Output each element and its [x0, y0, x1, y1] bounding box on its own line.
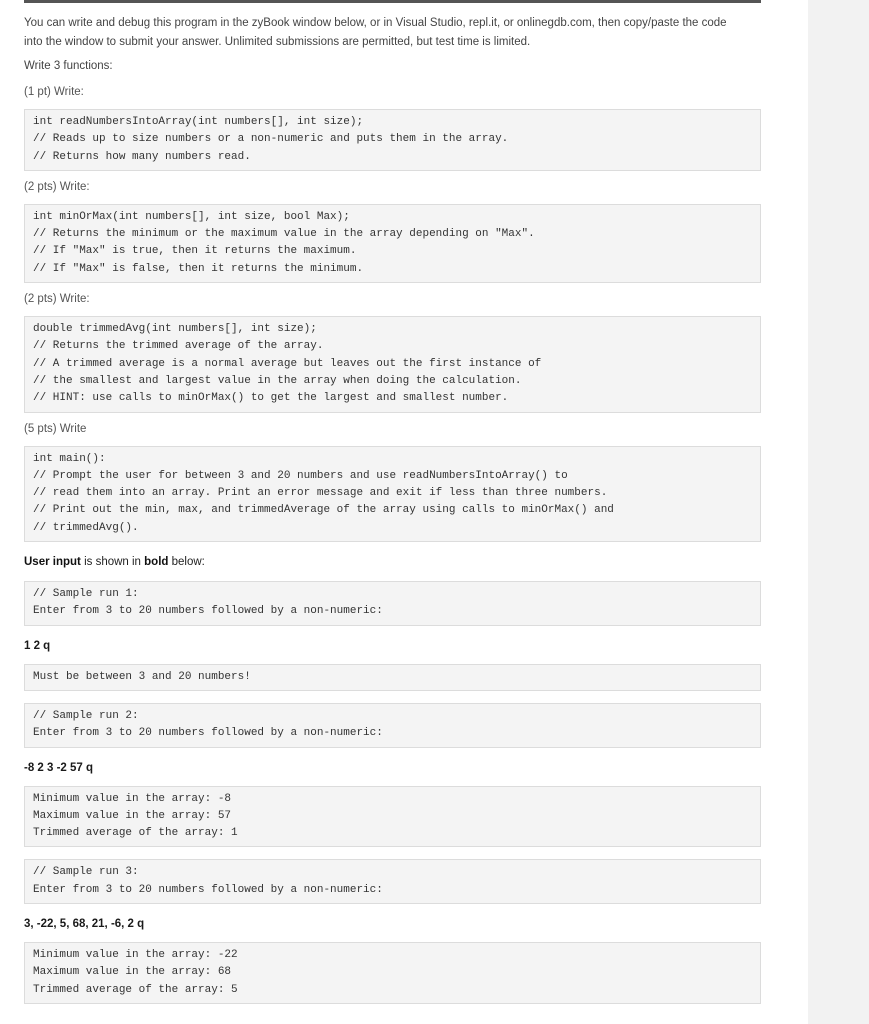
section-1-label: (1 pt) Write: — [24, 86, 84, 98]
intro-line-1: You can write and debug this program in the zyBook window below, or in Visual Studio, repl.it, or onlinegdb.com, then copy/paste the code — [24, 17, 727, 29]
code-line: // trimmedAvg(). — [33, 521, 139, 534]
code-line: double trimmedAvg(int numbers[], int size); — [33, 323, 317, 336]
user-input-bold: User input — [24, 556, 81, 569]
sample-3-output — [24, 942, 761, 1004]
code-line: Trimmed average of the array: 5 — [33, 983, 238, 996]
user-input-tail: below: — [168, 556, 205, 569]
code-line: Enter from 3 to 20 numbers followed by a non-numeric: — [33, 605, 383, 618]
code-line: Maximum value in the array: 68 — [33, 966, 232, 979]
section-4-code — [24, 446, 761, 542]
sample-2-prompt — [24, 703, 761, 748]
code-line: // Sample run 1: — [33, 588, 139, 601]
section-2-code — [24, 204, 761, 283]
user-input-text: is shown in — [80, 556, 145, 569]
code-line: // the smallest and largest value in the array when doing the calculation. — [33, 374, 522, 387]
code-line: // read them into an array. Print an error message and exit if less than three numbers. — [33, 487, 608, 500]
question-content — [24, 14, 761, 1010]
code-line: // Returns the minimum or the maximum value in the array depending on "Max". — [33, 228, 535, 241]
code-line: int minOrMax(int numbers[], int size, bool Max); — [33, 210, 350, 223]
bold-word: bold — [144, 556, 169, 569]
section-3-code — [24, 316, 761, 412]
sample-1-prompt — [24, 581, 761, 626]
sample-2-output — [24, 786, 761, 848]
code-line: int main(): — [33, 452, 106, 465]
user-input-note — [24, 554, 761, 570]
code-line: Minimum value in the array: -8 — [33, 792, 232, 805]
code-line: // Sample run 3: — [33, 866, 139, 879]
code-line: Trimmed average of the array: 1 — [33, 827, 238, 840]
sample-3-prompt — [24, 859, 761, 904]
code-line: // Returns how many numbers read. — [33, 150, 251, 163]
intro-line-2: into the window to submit your answer. Unlimited submissions are permitted, but test time is limited. — [24, 36, 531, 48]
section-2-label: (2 pts) Write: — [24, 180, 90, 193]
sample-3-input: 3, -22, 5, 68, 21, -6, 2 q — [24, 918, 145, 931]
code-line: // Print out the min, max, and trimmedAverage of the array using calls to minOrMax() and — [33, 504, 614, 517]
code-line: // Reads up to size numbers or a non-numeric and puts them in the array. — [33, 133, 509, 146]
section-1-code — [24, 109, 761, 171]
code-line: // If "Max" is true, then it returns the maximum. — [33, 245, 357, 258]
code-line: Enter from 3 to 20 numbers followed by a non-numeric: — [33, 727, 383, 740]
sample-1-output — [24, 664, 761, 691]
sample-1-input: 1 2 q — [24, 639, 51, 652]
code-line: // HINT: use calls to minOrMax() to get the largest and smallest number. — [33, 392, 509, 405]
code-line: Must be between 3 and 20 numbers! — [33, 670, 251, 683]
code-line: int readNumbersIntoArray(int numbers[], int size); — [33, 116, 364, 128]
code-line: // Prompt the user for between 3 and 20 numbers and use readNumbersIntoArray() to — [33, 469, 568, 482]
sample-2-input: -8 2 3 -2 57 q — [24, 761, 94, 774]
section-3-label: (2 pts) Write: — [24, 293, 90, 306]
code-line: Enter from 3 to 20 numbers followed by a non-numeric: — [33, 883, 383, 896]
code-line: // If "Max" is false, then it returns the minimum. — [33, 262, 364, 275]
top-divider — [24, 0, 761, 3]
functions-heading: Write 3 functions: — [24, 60, 113, 72]
code-line: // Sample run 2: — [33, 709, 139, 722]
code-line: Minimum value in the array: -22 — [33, 949, 238, 962]
code-line: Maximum value in the array: 57 — [33, 809, 232, 822]
section-4-label: (5 pts) Write — [24, 422, 87, 435]
code-line: // Returns the trimmed average of the array. — [33, 340, 324, 353]
code-line: // A trimmed average is a normal average but leaves out the first instance of — [33, 357, 542, 370]
right-sidebar-panel — [808, 0, 869, 1024]
